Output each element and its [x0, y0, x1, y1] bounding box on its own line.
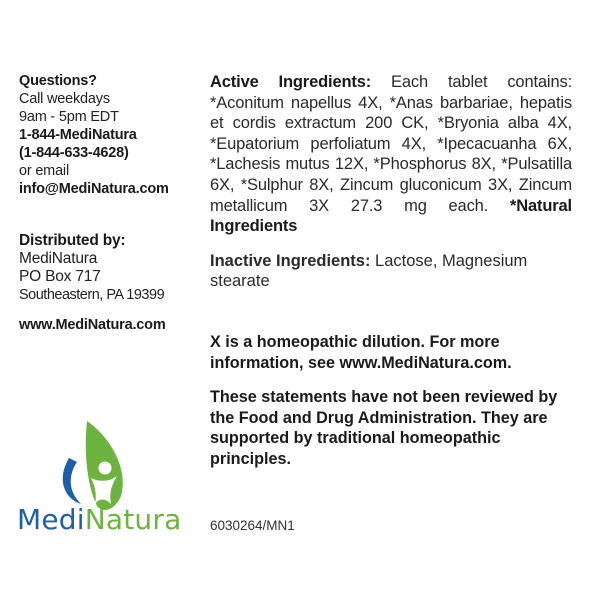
ingredients-panel	[210, 72, 572, 470]
fda-disclaimer: These statements have not been reviewed by the Food and Drug Administration. They are supported by traditional homeopathic principles.	[210, 388, 558, 468]
distributed-by-heading: Distributed by:	[19, 232, 126, 249]
distributor-name: MediNatura	[19, 250, 98, 267]
phone-words[interactable]: 1-844-MediNatura	[19, 127, 137, 143]
natural-ingredients-note: *Natural Ingredients	[210, 196, 572, 236]
phone-digits[interactable]: (1-844-633-4628)	[19, 145, 129, 161]
active-ingredients: Active Ingredients: Each tablet contains: *Aconitum napellus 4X, *Anas barbariae, hepatis et cordis extractum 200 CK, *Bryonia alba 4X, *Eupatorium perfoliatum 4X, *Ipecacuanha 6X, *Lachesis mutus 12X, *Phosphorus 8X, *Pulsatilla 6X, *Sulphur 8X, Zincum gluconicum 3X, Zincum metallicum 3X 27.3 mg each. *Natural Ingredients	[210, 73, 573, 236]
inactive-ingredients: Inactive Ingredients: Lactose, Magnesium stearate	[210, 251, 528, 291]
distributor-address-1: PO Box 717	[19, 268, 101, 285]
website-link[interactable]: www.MediNatura.com	[19, 317, 166, 333]
or-email-text: or email	[19, 163, 69, 179]
contact-panel	[19, 72, 194, 334]
dilution-note: X is a homeopathic dilution. For more information, see www.MediNatura.com.	[210, 332, 512, 372]
hours-text: 9am - 5pm EDT	[19, 109, 119, 125]
medinatura-logo-text: MediNatura	[17, 503, 182, 536]
call-weekdays-text: Call weekdays	[19, 91, 110, 107]
email-link[interactable]: info@MediNatura.com	[19, 181, 169, 197]
product-code: 6030264/MN1	[210, 518, 295, 533]
questions-heading: Questions?	[19, 73, 97, 89]
distributor-address-2: Southeastern, PA 19399	[19, 287, 165, 303]
